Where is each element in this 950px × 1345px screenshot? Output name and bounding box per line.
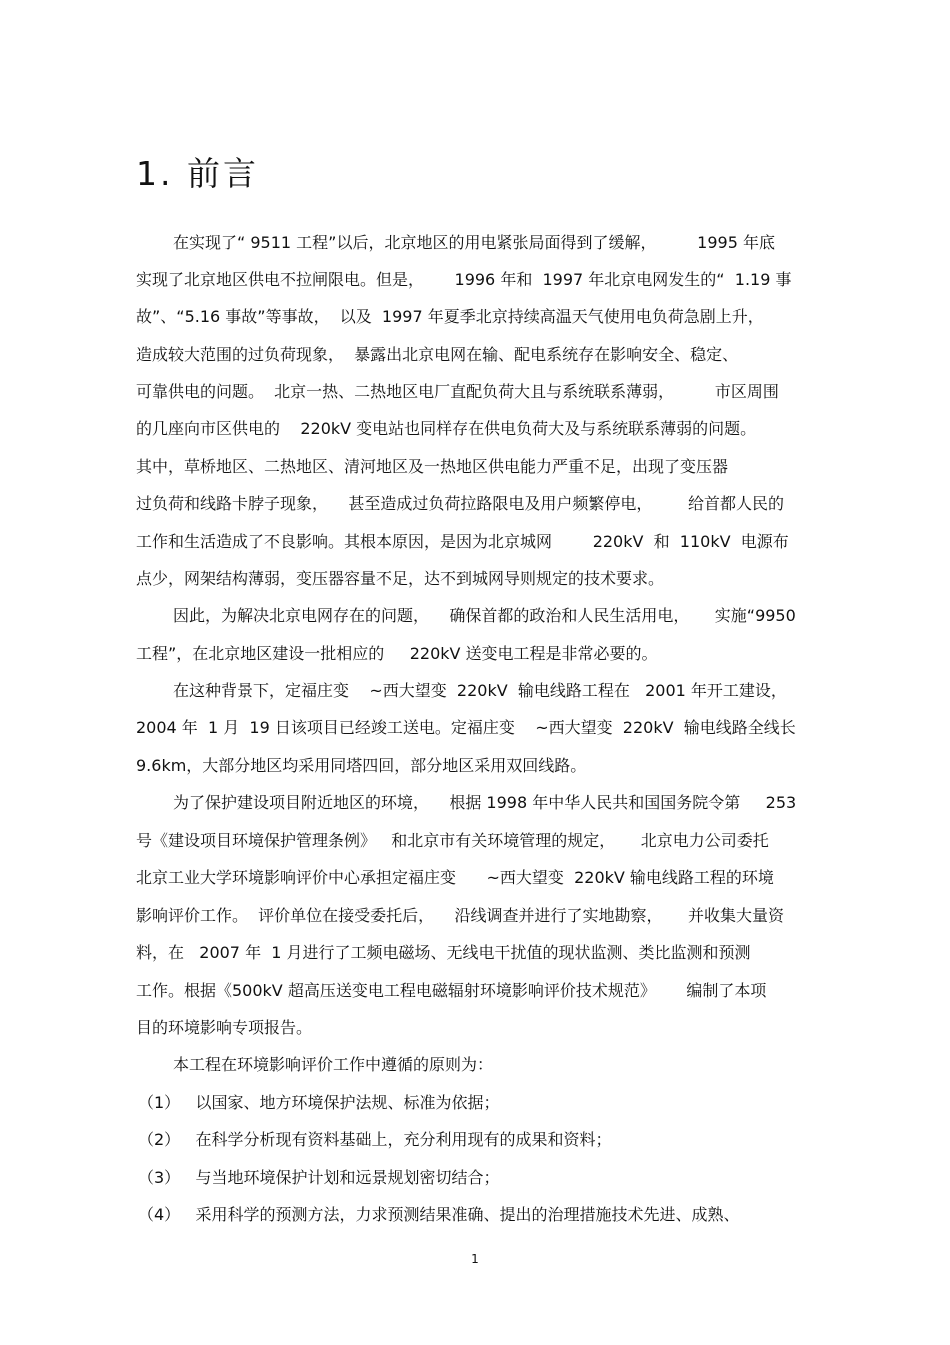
- text-line: 点少，网架结构薄弱，变压器容量不足，达不到城网导则规定的技术要求。: [136, 569, 665, 588]
- text-line: 可靠供电的问题。 北京一热、二热地区电厂直配负荷大且与系统联系薄弱， 市区周围: [136, 382, 779, 401]
- text-line: 号《建设项目环境保护管理条例》 和北京市有关环境管理的规定， 北京电力公司委托: [136, 831, 769, 850]
- list-item: [138, 1130, 611, 1150]
- text-line: 故”、“5.16 事故”等事故， 以及 1997 年夏季北京持续高温天气使用电负荷急剧上升，: [136, 307, 764, 326]
- text-line: 料，在 2007 年 1 月进行了工频电磁场、无线电干扰值的现状监测、类比监测和预测: [136, 943, 751, 962]
- section-heading: 1. 前言: [136, 154, 259, 193]
- list-item-number: （4）: [138, 1205, 181, 1224]
- list-item-text: 采用科学的预测方法，力求预测结果准确、提出的治理措施技术先进、成熟、: [195, 1205, 740, 1224]
- list-item: [138, 1168, 499, 1188]
- text-line: 在这种背景下，定福庄变 ~西大望变 220kV 输电线路工程在 2001 年开工建设，: [173, 681, 787, 700]
- page-number: 1: [471, 1252, 479, 1266]
- text-line: 2004 年 1 月 19 日该项目已经竣工送电。定福庄变 ~西大望变 220kV 输电线路全线长: [136, 718, 796, 737]
- text-line: 工作和生活造成了不良影响。其根本原因，是因为北京城网 220kV 和 110kV 电源布: [136, 532, 789, 551]
- text-line: 的几座向市区供电的 220kV 变电站也同样存在供电负荷大及与系统联系薄弱的问题。: [136, 419, 757, 438]
- text-line: 北京工业大学环境影响评价中心承担定福庄变 ~西大望变 220kV 输电线路工程的环境: [136, 868, 774, 887]
- list-item: [138, 1093, 499, 1113]
- list-item-number: （2）: [138, 1130, 181, 1149]
- text-line: 9.6km，大部分地区均采用同塔四回，部分地区采用双回线路。: [136, 756, 587, 775]
- text-line: 实现了北京地区供电不拉闸限电。但是， 1996 年和 1997 年北京电网发生的“ 1.19 事: [136, 270, 792, 289]
- list-item: [138, 1205, 739, 1225]
- text-line: 在实现了“ 9511 工程”以后，北京地区的用电紧张局面得到了缓解， 1995 年底: [173, 233, 775, 252]
- text-line: 过负荷和线路卡脖子现象， 甚至造成过负荷拉路限电及用户频繁停电， 给首都人民的: [136, 494, 784, 513]
- list-item-number: （1）: [138, 1093, 181, 1112]
- list-item-text: 与当地环境保护计划和远景规划密切结合；: [195, 1168, 500, 1187]
- text-line: 工作。根据《500kV 超高压送变电工程电磁辐射环境影响评价技术规范》 编制了本项: [136, 981, 767, 1000]
- text-line: 为了保护建设项目附近地区的环境， 根据 1998 年中华人民共和国国务院令第 253: [173, 793, 797, 812]
- text-line: 工程”，在北京地区建设一批相应的 220kV 送变电工程是非常必要的。: [136, 644, 658, 663]
- list-item-text: 以国家、地方环境保护法规、标准为依据；: [195, 1093, 500, 1112]
- list-item-text: 在科学分析现有资料基础上，充分利用现有的成果和资料；: [195, 1130, 612, 1149]
- text-line: 目的环境影响专项报告。: [136, 1018, 313, 1037]
- text-line: 因此，为解决北京电网存在的问题， 确保首都的政治和人民生活用电， 实施“9950: [173, 606, 796, 625]
- text-line: 本工程在环境影响评价工作中遵循的原则为：: [173, 1055, 494, 1074]
- text-line: 其中，草桥地区、二热地区、清河地区及一热地区供电能力严重不足，出现了变压器: [136, 457, 729, 476]
- text-line: 造成较大范围的过负荷现象， 暴露出北京电网在输、配电系统存在影响安全、稳定、: [136, 345, 739, 364]
- text-line: 影响评价工作。 评价单位在接受委托后， 沿线调查并进行了实地勘察， 并收集大量资: [136, 906, 784, 925]
- list-item-number: （3）: [138, 1168, 181, 1187]
